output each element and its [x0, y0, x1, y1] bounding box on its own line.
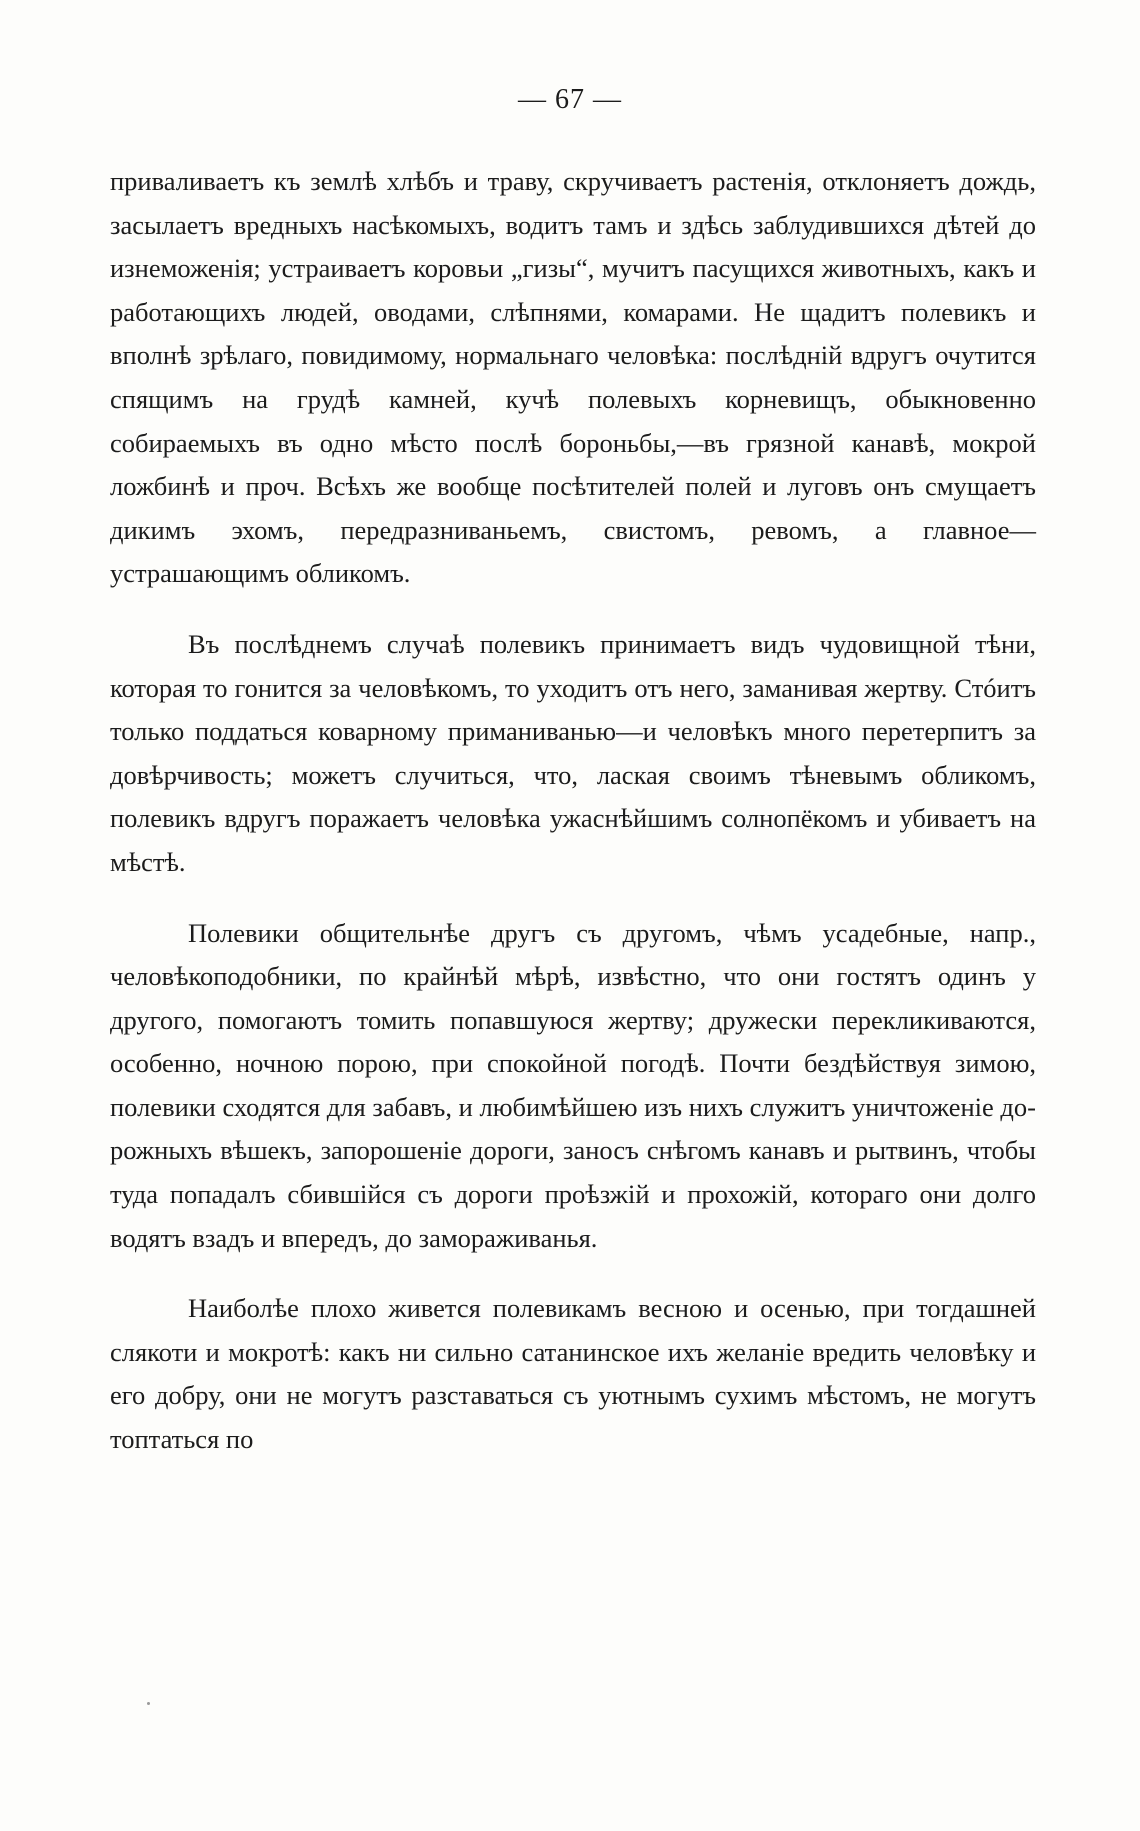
text-block: [110, 160, 1036, 1462]
print-speck: [147, 1702, 150, 1705]
paragraph-3: Полевики общительнѣе другъ съ другомъ, чѣмъ усадебные, напр., человѣкоподобники, по крайнѣй мѣрѣ, извѣстно, что они гостятъ одинъ у другого, помогаютъ томить попавшуюся жертву; дружески перекликиваются, особенно, ночною порою, при спокойной погодѣ. Почти бездѣйствуя зимою, полевики сходятся для забавъ, и любимѣйшею изъ нихъ служитъ уничтоженіе дорожныхъ вѣшекъ, запорошеніе дороги, заносъ снѣгомъ канавъ и рытвинъ, чтобы туда попадалъ сбившійся съ дороги проѣзжій и прохожій, котораго они долго водятъ взадъ и впередъ, до замораживанья.: [110, 917, 1036, 1253]
paragraph-2: Въ послѣднемъ случаѣ полевикъ принимаетъ видъ чудовищной тѣни, которая то гонится за человѣкомъ, то уходитъ отъ него, заманивая жертву. Стóитъ только поддаться коварному приманиванью—и человѣкъ много перетерпитъ за довѣрчивость; можетъ случиться, что, лаская своимъ тѣневымъ обликомъ, полевикъ вдругъ поражаетъ человѣка ужаснѣйшимъ солнопёкомъ и убиваетъ на мѣстѣ.: [110, 628, 1036, 877]
paragraph-1: приваливаетъ къ землѣ хлѣбъ и траву, скручиваетъ растенія, отклоняетъ дождь, засылаетъ вредныхъ насѣкомыхъ, водитъ тамъ и здѣсь заблудившихся дѣтей до изнеможенія; устраиваетъ коровьи „гизы“, мучитъ пасущихся животныхъ, какъ и работающихъ людей, оводами, слѣпнями, комарами. Не щадитъ полевикъ и вполнѣ зрѣлаго, повидимому, нормальнаго человѣка: послѣдній вдругъ очутится спящимъ на грудѣ камней, кучѣ полевыхъ корневищъ, обыкновенно собираемыхъ въ одно мѣсто послѣ бороньбы,—въ грязной канавѣ, мокрой ложбинѣ и проч. Всѣхъ же вообще посѣтителей полей и луговъ онъ смущаетъ дикимъ эхомъ, передразниваньемъ, свистомъ, ревомъ, а главное—устрашающимъ обликомъ.: [110, 166, 1036, 589]
page-number: — 67 —: [518, 84, 622, 115]
paragraph-4: Наиболѣе плохо живется полевикамъ весною и осенью, при тогдашней слякоти и мокротѣ: какъ ни сильно сатанинское ихъ желаніе вредить человѣку и его добру, они не могутъ разставаться съ уютнымъ сухимъ мѣстомъ, не могутъ топтаться по: [110, 1293, 1036, 1455]
